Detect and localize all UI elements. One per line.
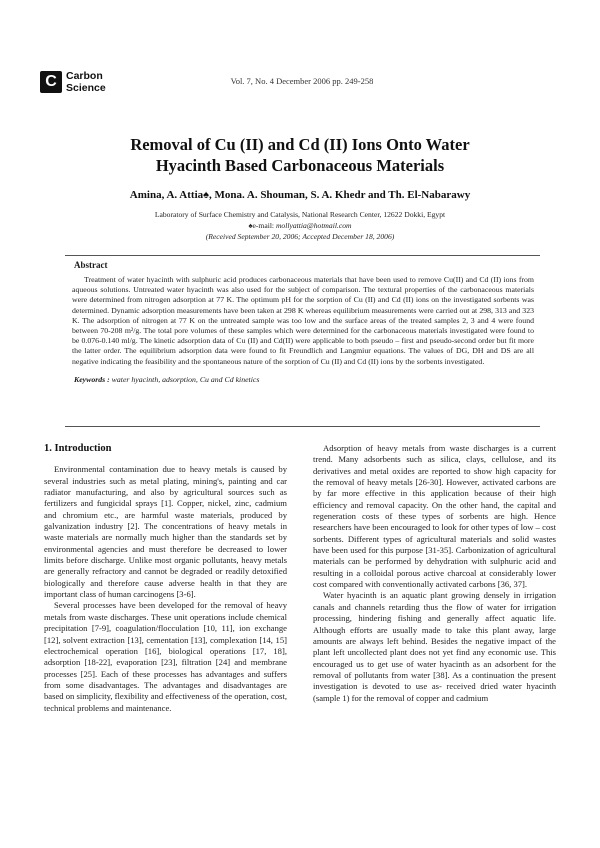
section-heading-introduction: 1. Introduction bbox=[44, 443, 112, 454]
keywords-text: water hyacinth, adsorption, Cu and Cd kinetics bbox=[109, 374, 260, 384]
email-link[interactable]: mollyattia@hotmail.com bbox=[275, 221, 352, 230]
keywords-label: Keywords : bbox=[74, 374, 110, 384]
affiliation-email-line bbox=[40, 220, 560, 231]
abstract-text: Treatment of water hyacinth with sulphuric acid produces carbonaceous materials that have been used to remove Cu(II) and Cd (II) ions from aqueous solutions. Untreated water hyacinth was also used for the subject of comparison. The textural properties of the carbonaceous materials were determined from nitrogen adsorption at 77 K. The optimum pH for the sorption of Cu (II) and Cd (II) ions on the investigated sorbents was determined. Dynamic adsorption measurements have been taken at 298 K whereas equilibrium measurements were carried out at 298, 313 and 323 K. The adsorption of nitrogen at 77 K on the untreated sample was too low and the surface areas of the treated samples 2, 3 and 4 were found between 70-208 m²/g. The total pore volumes of these samples which were determined for the carbonaceous materials investigated were found to be 0.076-0.140 ml/g. The kinetic adsorption data of Cu (II) and Cd(II) were applicable to both pseudo – first and pseudo-second order but fit more the latter order. The equilibrium adsorption data were found to fit Freundlich and Langmiur equations. The values of DG, DH and DS are all negative indicating the feasibility and the spontaneous nature of the sorption of Cu (II) and Cd (II) ions by the sorbents investigated. bbox=[72, 275, 534, 366]
citation-line: Vol. 7, No. 4 December 2006 pp. 249-258 bbox=[230, 76, 374, 86]
affiliation bbox=[40, 209, 560, 242]
title-line-2: Hyacinth Based Carbonaceous Materials bbox=[155, 156, 445, 175]
received-dates: (Received September 20, 2006; Accepted December 18, 2006) bbox=[205, 232, 395, 241]
body-paragraph: Water hyacinth is an aquatic plant growing densely in irrigation canals and channels retarding thus the flow of water for irrigation processing, hindering fishing and generally affect aquatic life. Although efforts are usually made to take this plant away, large amounts are always left behind. Besides the negative impact of the plant left uncollected plant does not yet find any economic use. This encouraged us to get use of water hyacinth as an adsorbent for the removal of pollutants from water [38]. As a continuation the present investigation is devoted to use as- received dried water hyacinth (sample 1) for the removal of copper and cadmium bbox=[313, 590, 556, 703]
body-paragraph: Environmental contamination due to heavy metals is caused by several industries such as metal plating, mining's, painting and car radiator manufacturing, and also by agricultural sources such as fertilizers and fungicidal sprays [1]. Copper, nickel, zinc, cadmium and chromium etc., are harmful waste materials, produced by galvanization industry [2]. The concentrations of heavy metals in waste materials are normally much higher than the standards set by environmental agencies and must therefore be decreased to lower limits before discharge. Unlike most organic pollutants, heavy metals are generally refractory and cannot be degraded or readily detoxified biologically and therefore cause adverse health in that they are important class of human carcinogens [3-6]. bbox=[44, 464, 287, 600]
paper-title bbox=[60, 134, 540, 176]
abstract-top-rule bbox=[65, 255, 540, 256]
right-column bbox=[313, 443, 556, 704]
title-line-1: Removal of Cu (II) and Cd (II) Ions Onto Water bbox=[130, 135, 470, 154]
abstract-section bbox=[72, 260, 534, 384]
authors: Amina, A. Attia♠, Mona. A. Shouman, S. A. Khedr and Th. El-Nabarawy bbox=[129, 189, 471, 201]
body-paragraph: Several processes have been developed for the removal of heavy metals from waste discharges. These unit operations include chemical precipitation [7-9], coagulation/flocculation [10, 11], ion exchange [12], solvent extraction [13], cementation [13], complexation [14, 15] electrochemical operation [16], biological operations [17, 18], adsorption [18-22], evaporation [23], filtration [24] and membrane processes [25]. Each of these processes has advantages and suffers from some disadvantages. The advantages and disadvantages are based on simplicity, flexibility and effectiveness of the operation, cost, technical problems and maintenance. bbox=[44, 600, 287, 713]
journal-name-line1: Carbon bbox=[66, 70, 103, 82]
abstract-heading: Abstract bbox=[74, 260, 108, 270]
affiliation-lab: Laboratory of Surface Chemistry and Catalysis, National Research Center, 12622 Dokki, Egypt bbox=[154, 210, 446, 219]
journal-name-line2: Science bbox=[66, 82, 106, 94]
carbon-logo-icon: C bbox=[40, 71, 62, 93]
abstract-bottom-rule bbox=[65, 426, 540, 427]
email-label: ♠e-mail: bbox=[248, 221, 276, 230]
left-column bbox=[44, 443, 287, 714]
body-paragraph: Adsorption of heavy metals from waste discharges is a current trend. Many adsorbents such as silica, clays, cellulose, and its derivatives and metal oxides are reported to show high capacity for the removal of heavy metals [26-30]. However, activated carbons are by far more effective in this application because of their high efficiency and removal capacity. On the other hand, the capital and regeneration costs of these types of sorbents are high. Hence researchers have been encouraged to look for other types of low – cost sorbents. Different types of agricultural materials and solid wastes have been used for this purpose [31-35]. Carbonization of agricultural materials can be performed by dehydration with sulphuric acid and resulting in a colloidal porous active charcoal at considerably lower cost compared with conventionally activated carbons [36, 37]. bbox=[313, 443, 556, 590]
keywords bbox=[74, 375, 534, 384]
